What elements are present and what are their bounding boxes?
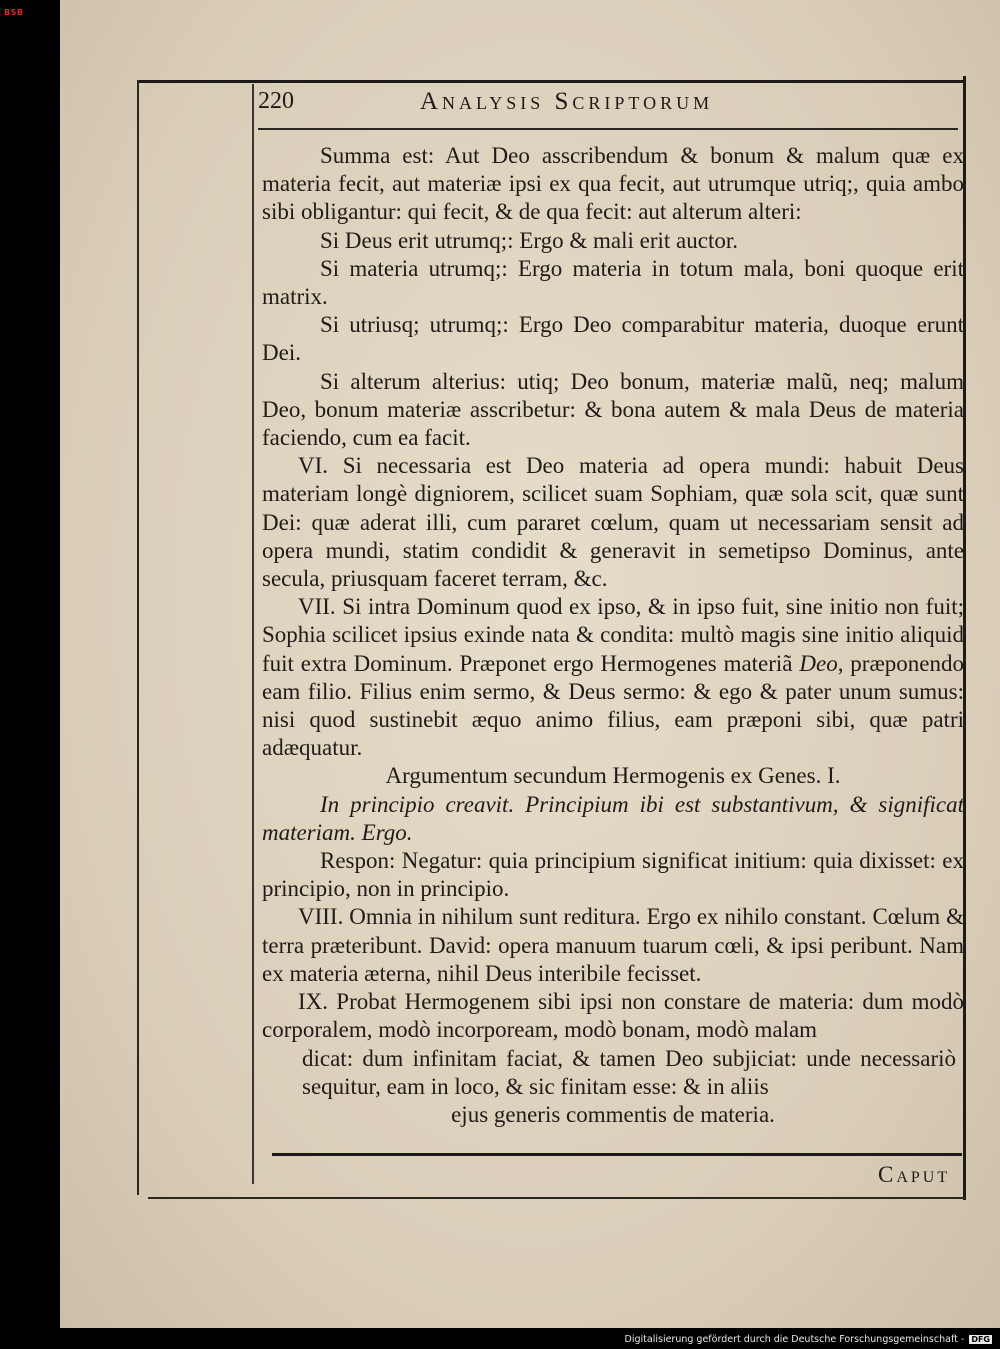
section-heading: Argumentum secundum Hermogenis ex Genes. I. [385, 763, 841, 789]
footer-rule [272, 1153, 962, 1156]
paragraph: Summa est: Aut Deo asscribendum & bonum & malum quæ ex materia fecit, aut materiæ ipsi ex qua fecit, aut utrumque utriq;, quia ambo sibi obligantur: qui fecit, & de qua fecit: aut alterum alteri: [262, 143, 964, 225]
funding-credit [625, 1334, 992, 1345]
frame-rule-bottom [148, 1197, 966, 1199]
bsb-watermark: BSB [4, 8, 24, 17]
paragraph: dicat: dum infinitam faciat, & tamen Deo subjiciat: unde necessariò sequitur, eam in loco, & sic finitam esse: & in aliis [302, 1045, 956, 1099]
paragraph: IX. Probat Hermogenem sibi ipsi non constare de materia: dum modò corporalem, modò incorpoream, modò bonam, modò malam [262, 989, 964, 1043]
dfg-logo: DFG [971, 1335, 990, 1344]
frame-rule-top [137, 80, 965, 83]
running-head: Analysis Scriptorum [420, 88, 714, 115]
paragraph: In principio creavit. Principium ibi est substantivum, & significat materiam. Ergo. [262, 791, 964, 845]
paragraph: ejus generis commentis de materia. [451, 1101, 775, 1127]
paragraph: VIII. Omnia in nihilum sunt reditura. Ergo ex nihilo constant. Cœlum & terra præteribunt. David: opera manuum tuarum cœli, & ipsi peribunt. Nam ex materia æterna, nihil Deus interibile fecisset. [262, 904, 964, 986]
catchword: Caput [878, 1162, 951, 1187]
paragraph: Respon: Negatur: quia principium significat initium: quia dixisset: ex principio, non in principio. [262, 848, 964, 902]
paragraph: Si materia utrumq;: Ergo materia in totum mala, boni quoque erit matrix. [262, 255, 964, 310]
paragraph: VI. Si necessaria est Deo materia ad opera mundi: habuit Deus materiam longè digniorem, scilicet suam Sophiam, quæ sola scit, quæ sunt Dei: quæ aderat illi, cum pararet cœlum, quam ut necessariam sensit ad opera mundi, statim condidit & generavit in semetipso Dominus, ante secula, priusquam faceret terram, &c. [262, 453, 964, 592]
frame-rule-left [137, 80, 139, 1195]
paragraph: Si utriusq; utrumq;: Ergo Deo comparabitur materia, duoque erunt Dei. [262, 312, 964, 366]
paragraph: Si Deus erit utrumq;: Ergo & mali erit auctor. [320, 227, 738, 253]
paragraph: Si alterum alterius: utiq; Deo bonum, materiæ malũ, neq; malum Deo, bonum materiæ asscribetur: & bona autem & mala Deus de materia faciendo, cum ea facit. [262, 368, 964, 451]
body-text [262, 142, 964, 1129]
header-rule [258, 128, 958, 130]
paragraph [262, 593, 964, 762]
margin-rule [252, 84, 254, 1184]
italic-span: Deo [799, 650, 838, 676]
credit-text: Digitalisierung gefördert durch die Deutsche Forschungsgemeinschaft - [624, 1334, 965, 1345]
text-span: VII. Si intra Dominum quod ex ipso, & in ipso fuit, sine initio non fuit; Sophia scilicet ipsius exinde nata & condita: multò magis sine initio aliquid fuit extra Dominum. Præponet ergo Hermogenes materiã [262, 594, 964, 676]
text-span: , præponendo eam filio. Filius enim sermo, & Deus sermo: & ego & pater unum sumus: nisi quod sustinebit æquo animo filius, eam præponi sibi, quæ patri adæquatur. [262, 650, 965, 761]
page-number: 220 [258, 88, 294, 114]
